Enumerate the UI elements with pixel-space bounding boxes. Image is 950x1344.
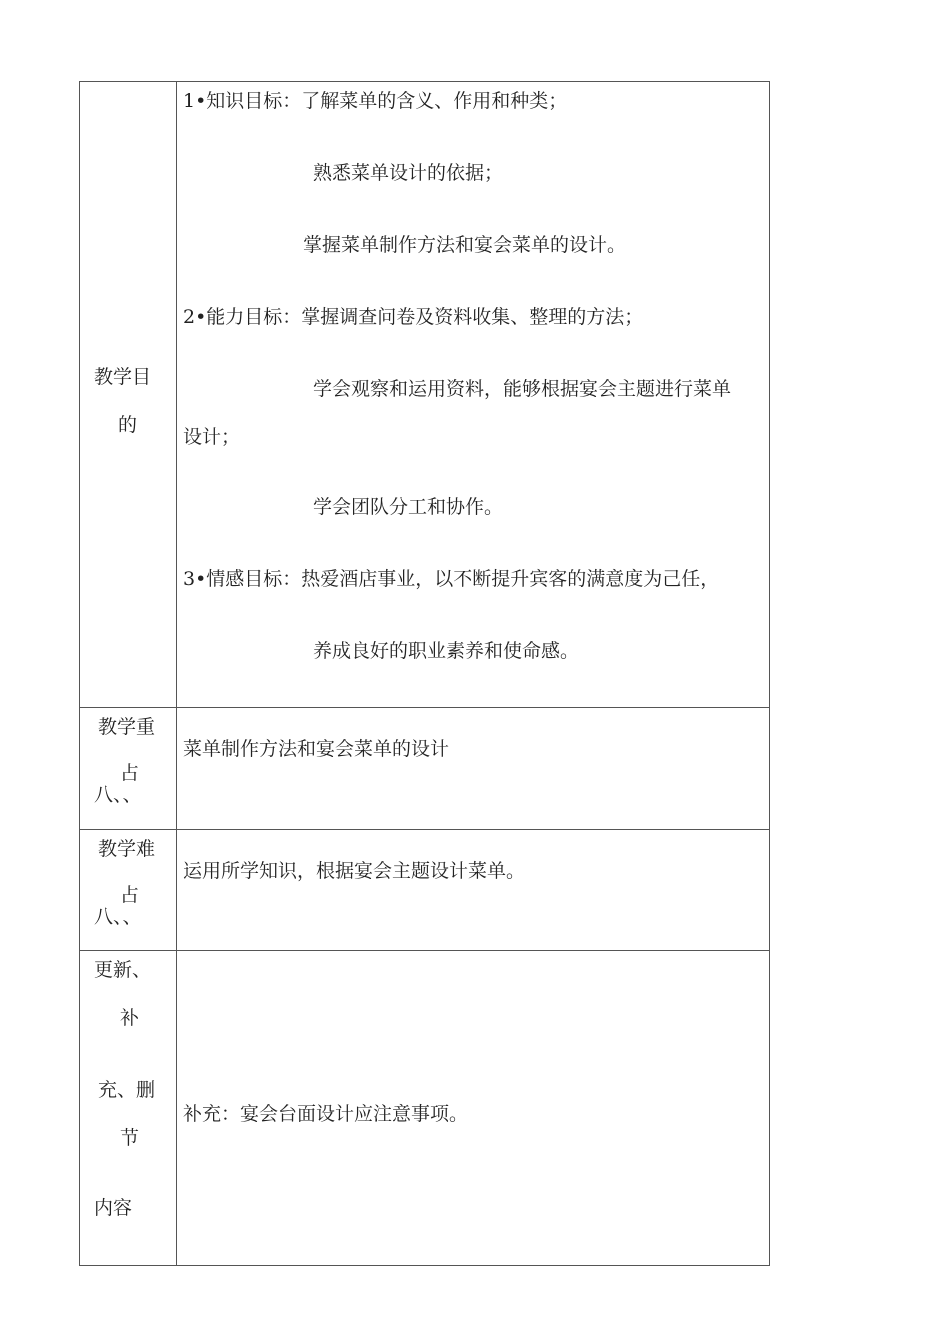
content-cell-difficulties bbox=[177, 830, 770, 951]
label-line: 补 bbox=[120, 1007, 140, 1029]
content-line: 养成良好的职业素养和使命感。 bbox=[313, 640, 580, 662]
label-line: 充、删 bbox=[98, 1079, 156, 1101]
content-line: 1•知识目标：了解菜单的含义、作用和种类； bbox=[183, 90, 568, 112]
content-line: 学会观察和运用资料，能够根据宴会主题进行菜单 bbox=[313, 378, 732, 400]
label-line: 八、、 bbox=[94, 906, 142, 928]
label-cell-difficulties bbox=[80, 830, 177, 951]
content-line: 掌握菜单制作方法和宴会菜单的设计。 bbox=[303, 234, 627, 256]
content-cell-key-points bbox=[177, 708, 770, 830]
table-row-objectives bbox=[80, 82, 770, 708]
content-cell-updates bbox=[177, 951, 770, 1266]
label-cell-updates bbox=[80, 951, 177, 1266]
label-cell-key-points bbox=[80, 708, 177, 830]
document-page bbox=[79, 81, 770, 1262]
table-row-key-points bbox=[80, 708, 770, 830]
label-line: 内容 bbox=[94, 1197, 133, 1219]
label-line: 更新、 bbox=[94, 959, 152, 981]
content-line: 学会团队分工和协作。 bbox=[313, 496, 504, 518]
label-line: 节 bbox=[120, 1127, 140, 1149]
table-row-updates bbox=[80, 951, 770, 1266]
label-line: 的 bbox=[118, 414, 138, 436]
label-line: 八、、 bbox=[94, 784, 142, 806]
label-line: 教学目 bbox=[94, 366, 152, 388]
table-row-difficulties bbox=[80, 830, 770, 951]
content-line: 熟悉菜单设计的依据； bbox=[313, 162, 504, 184]
lesson-plan-table bbox=[79, 81, 770, 1266]
label-line: 占 bbox=[120, 762, 140, 784]
content-line: 3•情感目标：热爱酒店事业，以不断提升宾客的满意度为己任， bbox=[183, 568, 720, 590]
label-line: 占 bbox=[120, 884, 140, 906]
content-line: 菜单制作方法和宴会菜单的设计 bbox=[183, 738, 450, 760]
content-line: 设计； bbox=[183, 426, 241, 448]
label-line: 教学难 bbox=[98, 838, 156, 860]
content-line: 运用所学知识，根据宴会主题设计菜单。 bbox=[183, 860, 526, 882]
label-line: 教学重 bbox=[98, 716, 156, 738]
content-line: 补充：宴会台面设计应注意事项。 bbox=[183, 1103, 469, 1125]
content-line: 2•能力目标：掌握调查问卷及资料收集、整理的方法； bbox=[183, 306, 644, 328]
content-cell-objectives bbox=[177, 82, 770, 708]
label-cell-objectives bbox=[80, 82, 177, 708]
